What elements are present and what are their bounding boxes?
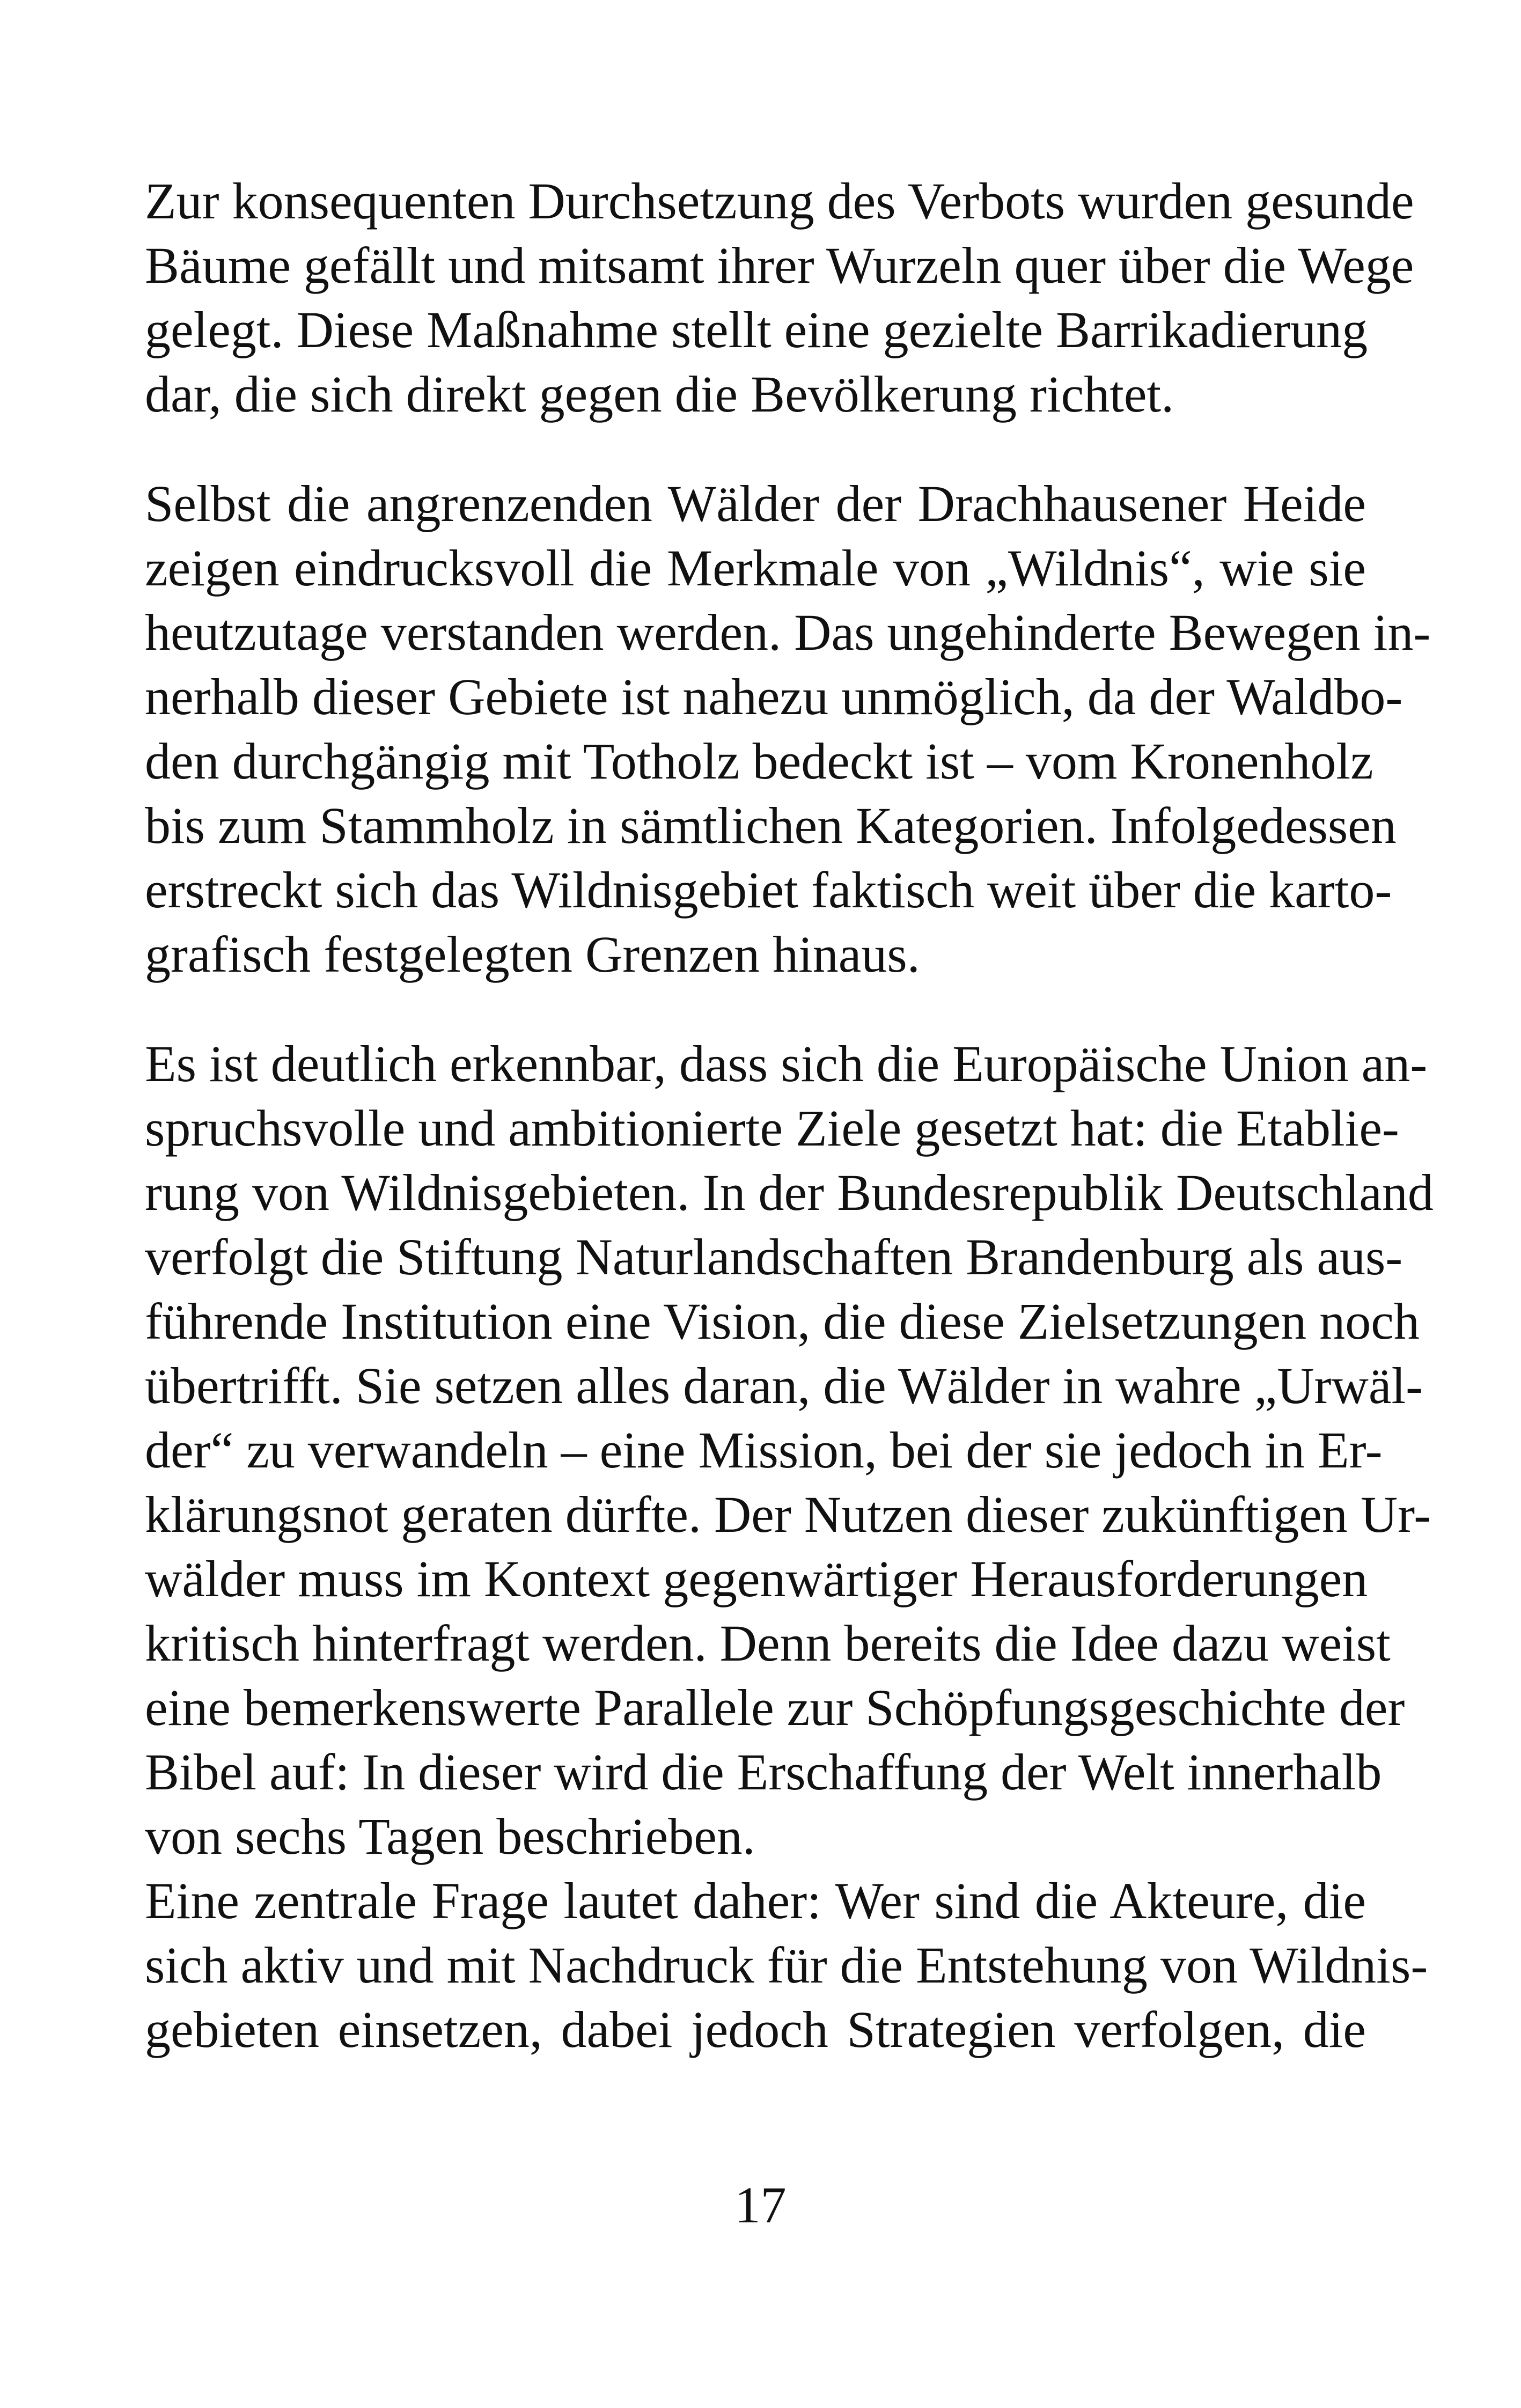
paragraph	[145, 1032, 1434, 1869]
paragraph-spacer	[145, 427, 1366, 472]
text-line: heutzutage verstanden werden. Das ungehinderte Bewegen in-	[145, 604, 1431, 661]
text-line: den durchgängig mit Totholz bedeckt ist – vom Kronenholz	[145, 732, 1373, 790]
text-line: kritisch hinterfragt werden. Denn bereits die Idee dazu weist	[145, 1614, 1391, 1672]
paragraph-spacer	[145, 987, 1366, 1032]
text-line: zeigen eindrucksvoll die Merkmale von „Wildnis“, wie sie	[145, 539, 1366, 597]
paragraph	[145, 169, 1414, 427]
text-line: übertrifft. Sie setzen alles daran, die Wälder in wahre „Urwäl-	[145, 1357, 1423, 1414]
text-line: rung von Wildnisgebieten. In der Bundesrepublik Deutschland	[145, 1164, 1434, 1221]
text-line: sich aktiv und mit Nachdruck für die Entstehung von Wildnis-	[145, 1936, 1428, 1994]
text-line: Eine zentrale Frage lautet daher: Wer sind die Akteure, die	[145, 1872, 1366, 1929]
page-number: 17	[734, 2176, 787, 2234]
text-line: Bibel auf: In dieser wird die Erschaffung der Welt innerhalb	[145, 1743, 1382, 1801]
text-line: gelegt. Diese Maßnahme stellt eine gezielte Barrikadierung	[145, 301, 1368, 358]
text-line: grafisch festgelegten Grenzen hinaus.	[145, 926, 920, 983]
text-line: verfolgt die Stiftung Naturlandschaften Brandenburg als aus-	[145, 1228, 1403, 1286]
text-line: wälder muss im Kontext gegenwärtiger Herausforderungen	[145, 1550, 1368, 1607]
text-line: bis zum Stammholz in sämtlichen Kategorien. Infolgedessen	[145, 797, 1397, 854]
text-line: erstreckt sich das Wildnisgebiet faktisch weit über die karto-	[145, 861, 1392, 919]
text-line: der“ zu verwandeln – eine Mission, bei der sie jedoch in Er-	[145, 1421, 1383, 1479]
text-line: gebieten einsetzen, dabei jedoch Strategien verfolgen, die	[145, 2001, 1366, 2058]
text-line: von sechs Tagen beschrieben.	[145, 1808, 755, 1865]
text-line: nerhalb dieser Gebiete ist nahezu unmöglich, da der Waldbo-	[145, 668, 1403, 725]
text-line: dar, die sich direkt gegen die Bevölkerung richtet.	[145, 365, 1174, 423]
text-line: spruchsvolle und ambitionierte Ziele gesetzt hat: die Etablie-	[145, 1099, 1399, 1157]
text-line: klärungsnot geraten dürfte. Der Nutzen dieser zukünftigen Ur-	[145, 1486, 1431, 1543]
body-text	[145, 169, 1434, 2062]
text-line: eine bemerkenswerte Parallele zur Schöpfungsgeschichte der	[145, 1679, 1405, 1736]
text-line: Selbst die angrenzenden Wälder der Drachhausener Heide	[145, 475, 1366, 532]
text-line: führende Institution eine Vision, die diese Zielsetzungen noch	[145, 1293, 1420, 1350]
text-line: Es ist deutlich erkennbar, dass sich die Europäische Union an-	[145, 1035, 1428, 1092]
paragraph	[145, 1869, 1428, 2062]
text-line: Zur konsequenten Durchsetzung des Verbots wurden gesunde	[145, 172, 1414, 230]
paragraph	[145, 472, 1431, 987]
text-line: Bäume gefällt und mitsamt ihrer Wurzeln quer über die Wege	[145, 237, 1414, 294]
